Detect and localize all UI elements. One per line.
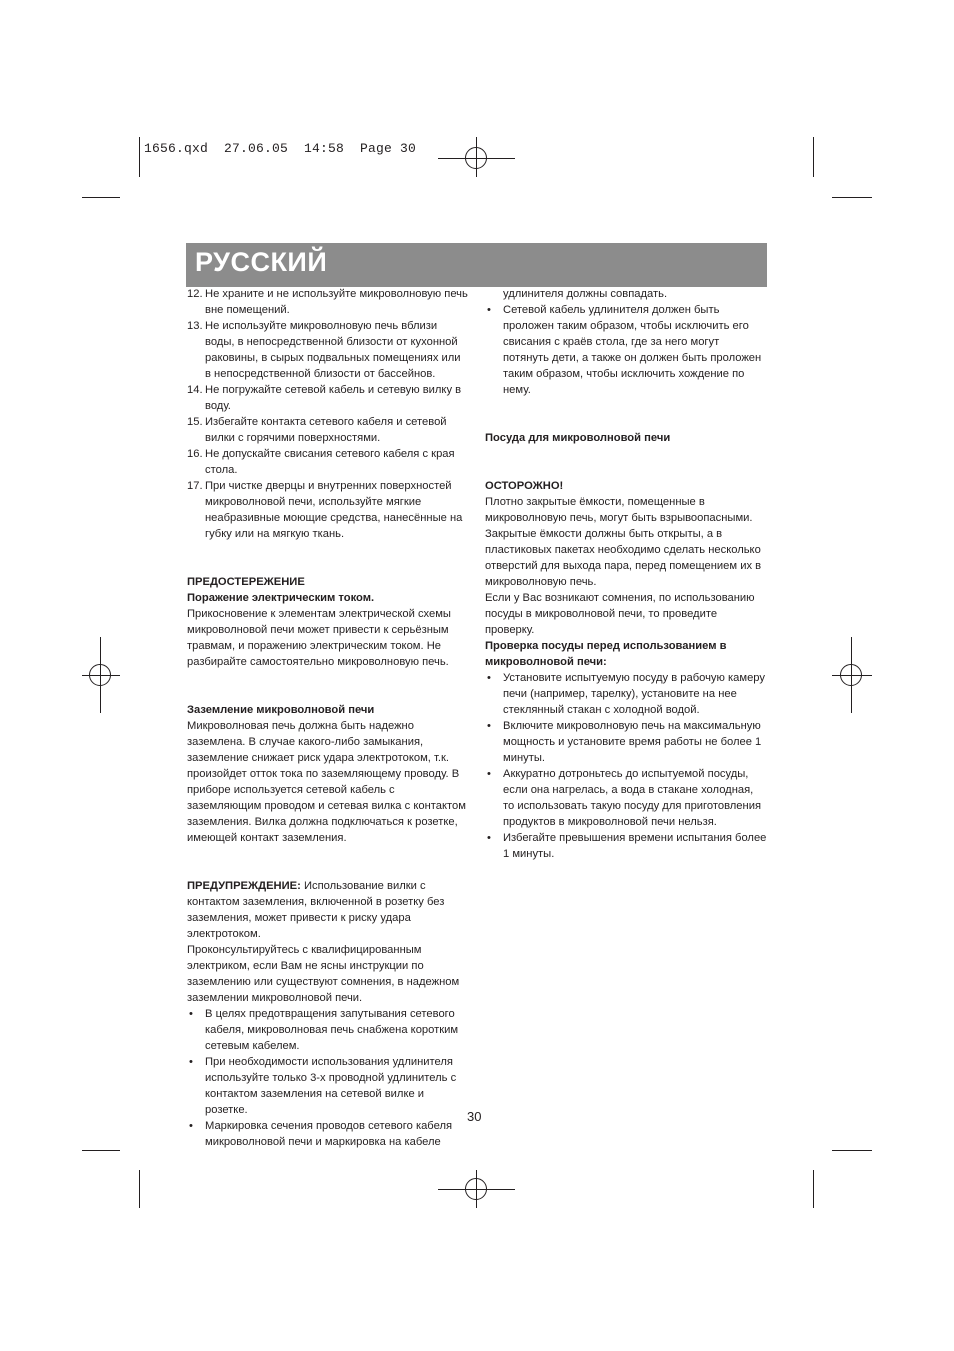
caution-heading: ПРЕДОСТЕРЕЖЕНИЕ [187,576,305,588]
registration-circle-icon [89,664,111,686]
print-slug: 1656.qxd 27.06.05 14:58 Page 30 [144,141,417,156]
list-item [187,286,469,318]
bullet-text: Включите микроволновую печь на максимальную мощность и установите время работы не более 1 минуты. [503,720,762,764]
warning-paragraph [187,878,469,942]
list-item [187,318,469,382]
bullet-item [485,830,767,862]
right-column [485,286,767,862]
list-item [187,446,469,478]
shock-paragraph: Прикосновение к элементам электрической схемы микроволновой печи может привести к серьёзным травмам, и поражению электрическим током. Не разбирайте самостоятельно микроволновую печь. [187,608,451,668]
bullet-icon: • [189,1056,193,1068]
attention-heading: ОСТОРОЖНО! [485,480,564,492]
page-number: 30 [467,1109,482,1124]
crop-mark [832,197,872,198]
item-number: 12. [187,288,203,300]
warning-label: ПРЕДУПРЕЖДЕНИЕ: [187,880,301,892]
registration-circle-icon [465,1178,487,1200]
warning-text: Использование вилки с контактом заземления, включенной в розетку без заземления, может привести к риску удара электротоком. [187,880,445,940]
item-number: 13. [187,320,203,332]
bullet-icon: • [189,1120,193,1132]
crop-mark [139,137,140,177]
attention-paragraph: Плотно закрытые ёмкости, помещенные в микроволновую печь, могут быть взрывоопасными. Закрытые ёмкости должны быть открыты, а в пластиковых пакетах необходимо сделать несколько отверстий для выхода пара, перед помещением их в микроволновую печь. [485,496,762,588]
left-column [187,286,469,1150]
bullet-item [187,1006,469,1054]
item-number: 14. [187,384,203,396]
grounding-heading: Заземление микроволновой печи [187,704,375,716]
doubt-paragraph: Если у Вас возникают сомнения, по использованию посуды в микроволновой печи, то проведите проверку. [485,592,755,636]
item-number: 16. [187,448,203,460]
item-text: Не храните и не используйте микроволновую печь вне помещений. [205,288,468,316]
bullet-item [187,1054,469,1118]
bullet-text: В целях предотвращения запутывания сетевого кабеля, микроволновая печь снабжена коротким сетевым кабелем. [205,1008,459,1052]
crop-mark [82,1150,120,1151]
list-item [187,478,469,542]
continued-text: удлинителя должны совпадать. [503,288,668,300]
bullet-item [485,670,767,718]
bullet-text: Аккуратно дотроньтесь до испытуемой посуды, если она нагрелась, а вода в стакане холодная, то использовать такую посуду для приготовления продуктов в микроволновой печи нельзя. [503,768,762,828]
item-text: Не погружайте сетевой кабель и сетевую вилку в воду. [205,384,462,412]
list-item [187,414,469,446]
bullet-icon: • [487,672,491,684]
bullet-icon: • [487,768,491,780]
registration-circle-icon [465,147,487,169]
bullet-item [187,1118,469,1150]
registration-circle-icon [840,664,862,686]
crop-mark [832,1150,872,1151]
item-number: 17. [187,480,203,492]
list-item [187,382,469,414]
crop-mark [139,1170,140,1208]
bullet-icon: • [487,720,491,732]
item-number: 15. [187,416,203,428]
bullet-text: При необходимости использования удлинителя используйте только 3-х проводной удлинитель с контактом заземления на сетевой вилке и розетке. [205,1056,457,1116]
item-text: При чистке дверцы и внутренних поверхностей микроволновой печи, используйте мягкие неабразивные моющие средства, нанесённые на губку или на мягкую ткань. [205,480,463,540]
crop-mark [82,197,120,198]
shock-heading: Поражение электрическим током. [187,592,375,604]
bullet-text: Маркировка сечения проводов сетевого кабеля микроволновой печи и маркировка на кабеле [205,1120,453,1148]
bullet-item [485,766,767,830]
crop-mark [813,137,814,177]
bullet-text: Установите испытуемую посуду в рабочую камеру печи (например, тарелку), установите на нее стеклянный стакан с холодной водой. [503,672,765,716]
bullet-item [485,718,767,766]
check-heading: Проверка посуды перед использованием в микроволновой печи: [485,640,727,668]
bullet-item [485,302,767,398]
bullet-icon: • [487,304,491,316]
bullet-text: Избегайте превышения времени испытания более 1 минуты. [503,832,767,860]
crop-mark [813,1170,814,1208]
bullet-icon: • [487,832,491,844]
item-text: Не допускайте свисания сетевого кабеля с края стола. [205,448,455,476]
dishes-heading: Посуда для микроволновой печи [485,432,671,444]
item-text: Избегайте контакта сетевого кабеля и сетевой вилки с горячими поверхностями. [205,416,447,444]
bullet-text: Сетевой кабель удлинителя должен быть проложен таким образом, чтобы исключить его свисания с краёв стола, где за него могут потянуть дети, а также он должен быть проложен таким образом, чтобы исключить хождение по нему. [503,304,762,396]
bullet-icon: • [189,1008,193,1020]
grounding-paragraph: Микроволновая печь должна быть надежно заземлена. В случае какого-либо замыкания, заземление снижает риск удара электротоком, т.к. произойдет отток тока по заземляющему проводу. В приборе используется сетевой кабель с заземляющим проводом и сетевая вилка с контактом заземления. Вилка должна подключаться к розетке, имеющей контакт заземления. [187,720,466,844]
item-text: Не используйте микроволновую печь вблизи воды, в непосредственной близости от кухонной раковины, в сырых подвальных помещениях или в непосредственной близости от бассейнов. [205,320,461,380]
page-title: РУССКИЙ [195,247,328,277]
consult-paragraph: Проконсультируйтесь с квалифицированным электриком, если Вам не ясны инструкции по заземлению или существуют сомнения, в надежном заземлении микроволновой печи. [187,944,460,1004]
language-banner [186,243,767,287]
